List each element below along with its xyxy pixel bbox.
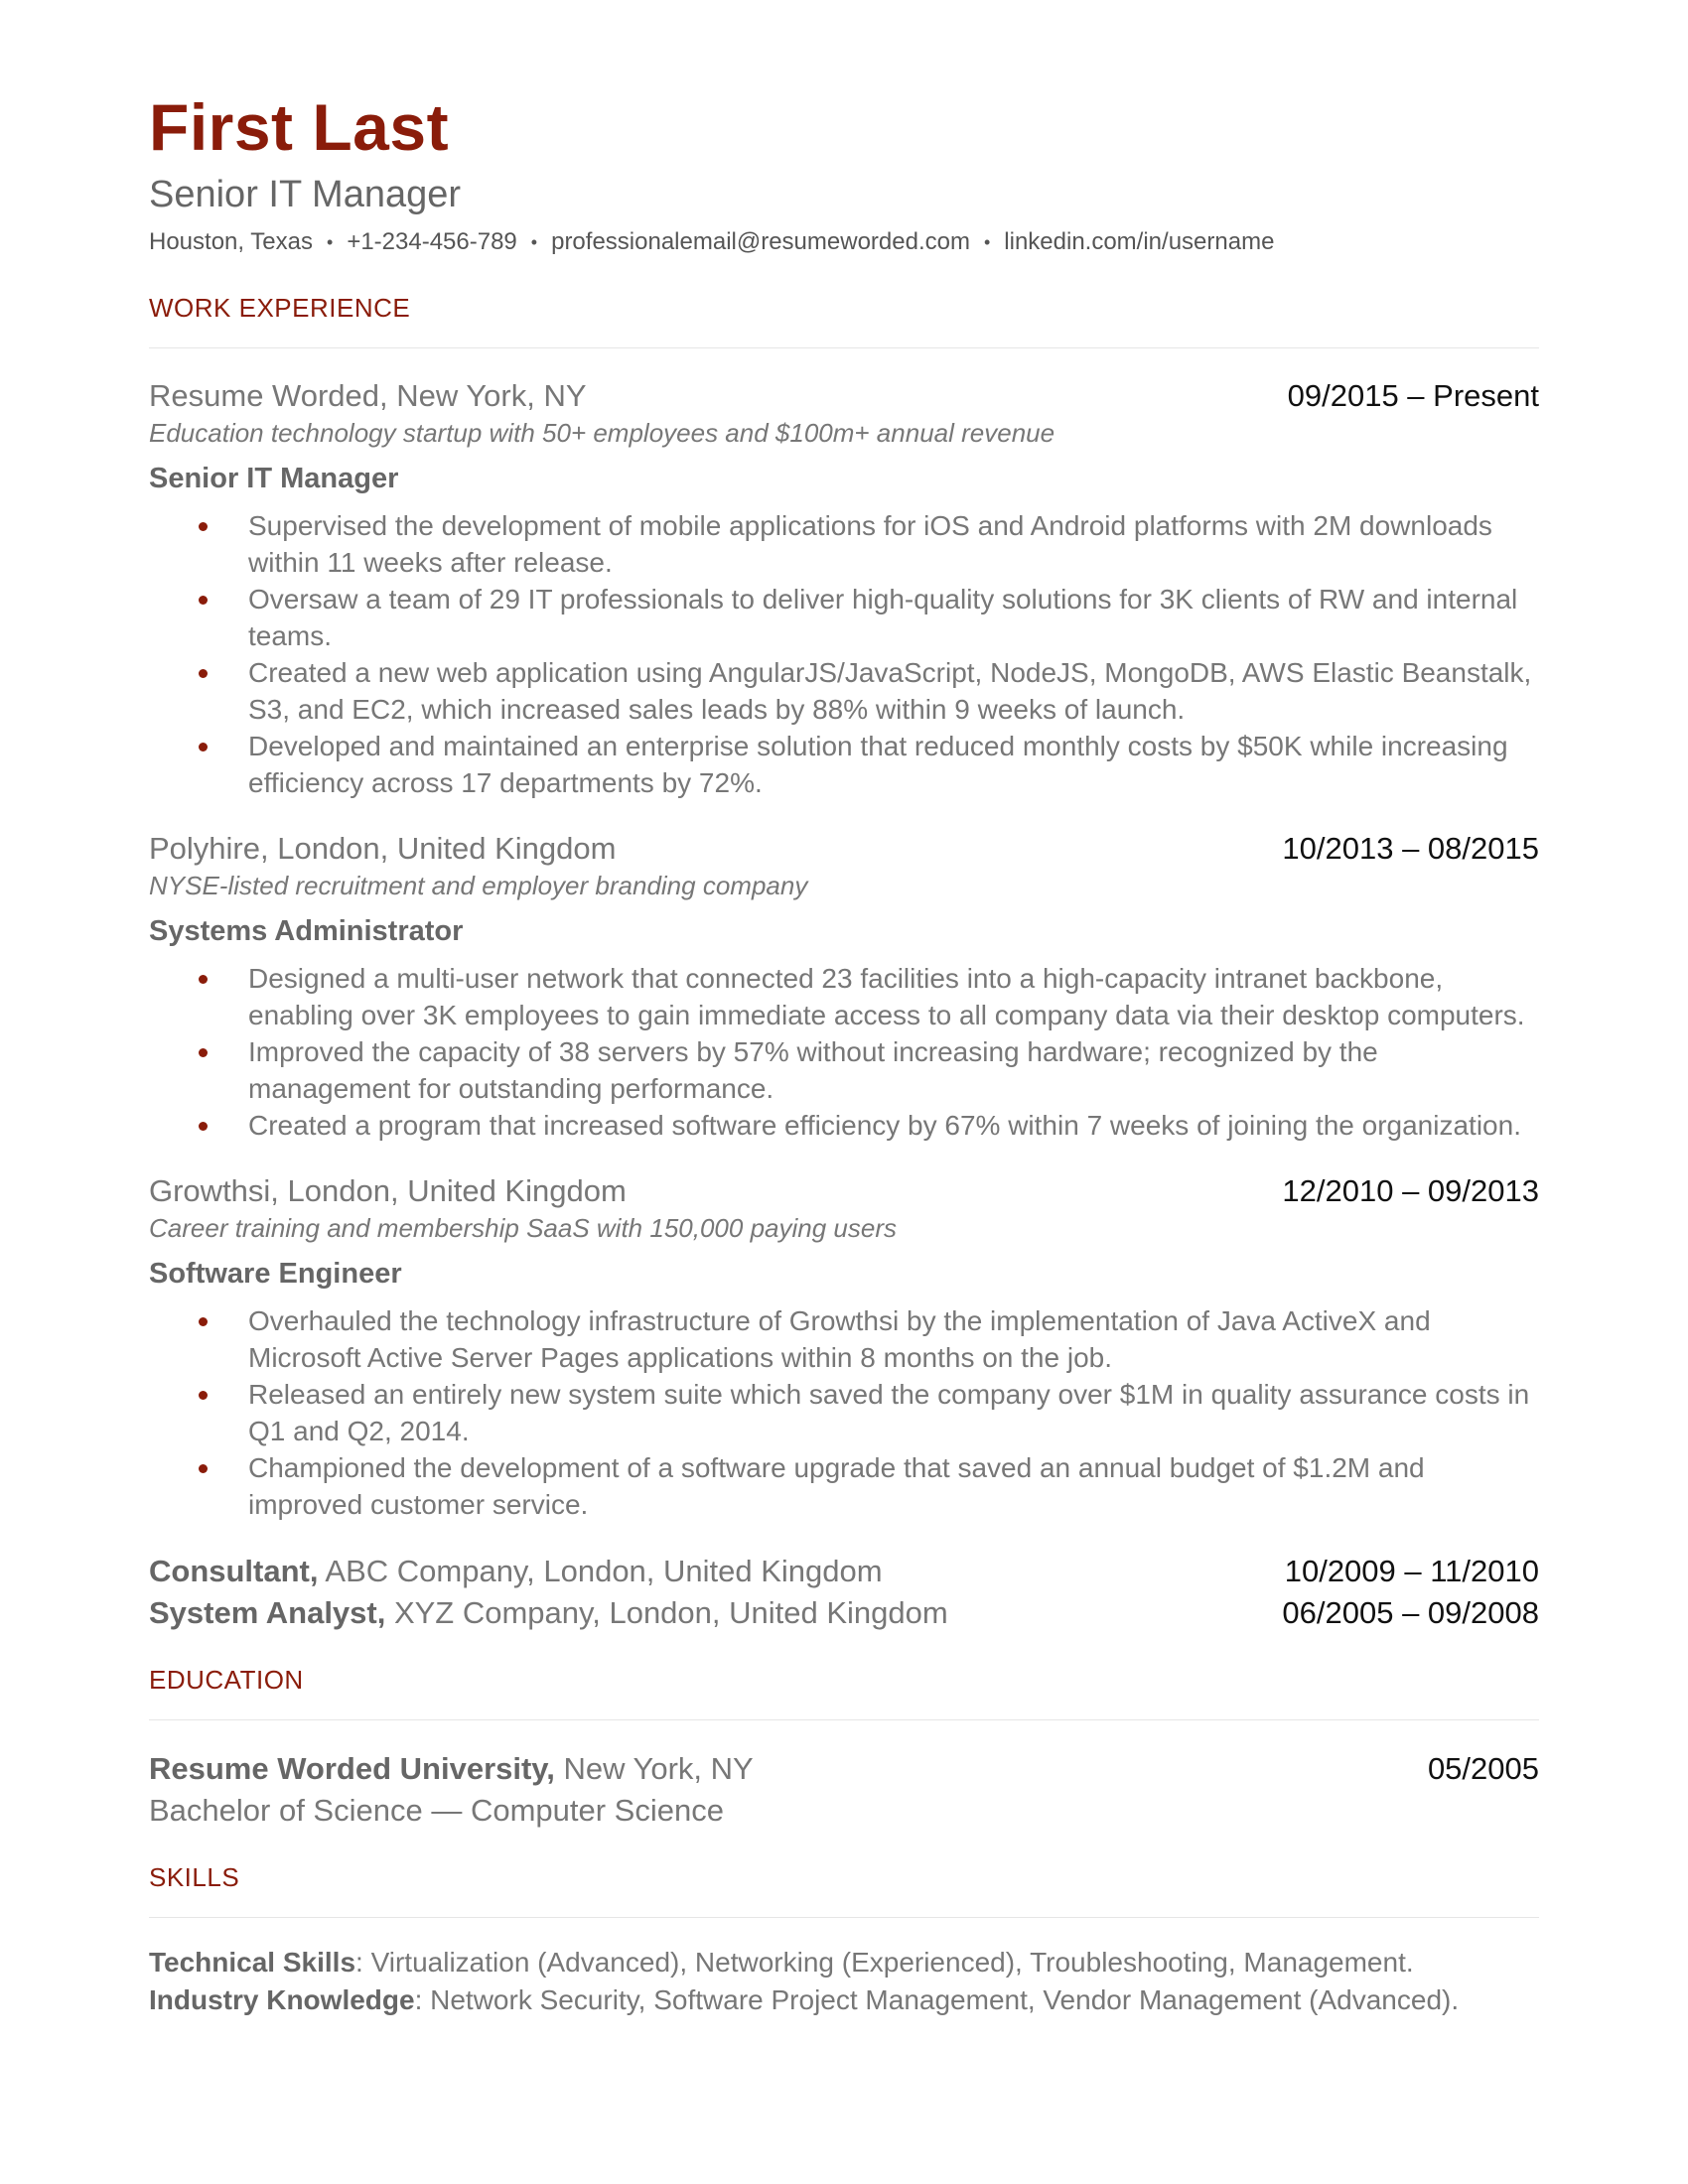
bullet-text: Overhauled the technology infrastructure of Growthsi by the implementation of Java ActiveX and Microsoft Active Server Pages applications within 8 months on the job. bbox=[248, 1305, 1431, 1373]
job-bullets bbox=[149, 960, 1539, 1144]
skill-line bbox=[149, 1981, 1539, 2019]
bullet-dot-icon bbox=[199, 1391, 208, 1400]
bullet-dot-icon bbox=[199, 975, 208, 984]
contact-location: Houston, Texas bbox=[149, 228, 313, 255]
bullet-text: Oversaw a team of 29 IT professionals to deliver high-quality solutions for 3K clients of RW and internal teams. bbox=[248, 584, 1518, 651]
short-role-entry bbox=[149, 1592, 1539, 1634]
bullet-item bbox=[248, 728, 1539, 801]
job-entry bbox=[149, 1171, 1539, 1523]
short-role-company: ABC Company, London, United Kingdom bbox=[318, 1554, 883, 1588]
bullet-dot-icon bbox=[199, 522, 208, 531]
short-role-title: System Analyst, bbox=[149, 1595, 386, 1630]
contact-line bbox=[149, 226, 1539, 258]
bullet-dot-icon bbox=[199, 669, 208, 678]
bullet-text: Created a new web application using AngularJS/JavaScript, NodeJS, MongoDB, AWS Elastic Beanstalk, S3, and EC2, which increased sales leads by 88% within 9 weeks of launch. bbox=[248, 657, 1532, 725]
bullet-text: Released an entirely new system suite which saved the company over $1M in quality assurance costs in Q1 and Q2, 2014. bbox=[248, 1379, 1530, 1446]
short-role-dates: 06/2005 – 09/2008 bbox=[1282, 1595, 1539, 1630]
bullet-dot-icon bbox=[199, 1464, 208, 1473]
job-company: Resume Worded, New York, NY bbox=[149, 378, 587, 413]
bullet-dot-icon bbox=[199, 1317, 208, 1326]
bullet-item bbox=[248, 581, 1539, 654]
bullet-item bbox=[248, 960, 1539, 1033]
job-dates: 09/2015 – Present bbox=[1287, 378, 1539, 413]
job-bullets bbox=[149, 1302, 1539, 1523]
bullet-text: Designed a multi-user network that connected 23 facilities into a high-capacity intranet backbone, enabling over 3K employees to gain immediate access to all company data via their desktop computers. bbox=[248, 963, 1525, 1030]
contact-separator: • bbox=[983, 232, 991, 252]
section-title-skills: SKILLS bbox=[149, 1861, 1539, 1918]
bullet-dot-icon bbox=[199, 1122, 208, 1131]
job-title: Systems Administrator bbox=[149, 915, 464, 947]
bullet-text: Supervised the development of mobile applications for iOS and Android platforms with 2M downloads within 11 weeks after release. bbox=[248, 510, 1492, 578]
job-entry bbox=[149, 829, 1539, 1144]
bullet-item bbox=[248, 507, 1539, 581]
job-company: Polyhire, London, United Kingdom bbox=[149, 831, 617, 866]
skill-line bbox=[149, 1944, 1539, 1981]
short-role-title: Consultant, bbox=[149, 1554, 319, 1588]
job-dates: 10/2013 – 08/2015 bbox=[1282, 831, 1539, 866]
job-dates: 12/2010 – 09/2013 bbox=[1282, 1173, 1539, 1208]
bullet-item bbox=[248, 1449, 1539, 1523]
education-location: New York, NY bbox=[554, 1751, 754, 1786]
education-degree: Bachelor of Science — Computer Science bbox=[149, 1793, 724, 1828]
skill-label: Industry Knowledge bbox=[149, 1984, 415, 2015]
job-bullets bbox=[149, 507, 1539, 801]
candidate-headline: Senior IT Manager bbox=[149, 174, 462, 215]
bullet-text: Improved the capacity of 38 servers by 57% without increasing hardware; recognized by the management for outstanding performance. bbox=[248, 1036, 1378, 1104]
short-role-entry bbox=[149, 1551, 1539, 1592]
candidate-name: First Last bbox=[149, 90, 450, 164]
bullet-text: Created a program that increased software efficiency by 67% within 7 weeks of joining the organization. bbox=[248, 1110, 1521, 1141]
job-title: Senior IT Manager bbox=[149, 463, 399, 494]
skill-label: Technical Skills bbox=[149, 1947, 356, 1978]
job-title: Software Engineer bbox=[149, 1258, 402, 1290]
job-company: Growthsi, London, United Kingdom bbox=[149, 1173, 627, 1208]
contact-separator: • bbox=[530, 232, 538, 252]
job-description: Career training and membership SaaS with 150,000 paying users bbox=[149, 1213, 897, 1243]
contact-phone: +1-234-456-789 bbox=[347, 228, 517, 255]
short-role-company: XYZ Company, London, United Kingdom bbox=[385, 1595, 948, 1630]
bullet-dot-icon bbox=[199, 596, 208, 605]
bullet-item bbox=[248, 654, 1539, 728]
contact-separator: • bbox=[327, 232, 334, 252]
skill-text: : Virtualization (Advanced), Networking (Experienced), Troubleshooting, Management. bbox=[355, 1947, 1414, 1978]
job-description: Education technology startup with 50+ employees and $100m+ annual revenue bbox=[149, 418, 1055, 448]
bullet-dot-icon bbox=[199, 1048, 208, 1057]
skill-text: : Network Security, Software Project Management, Vendor Management (Advanced). bbox=[414, 1984, 1460, 2015]
short-role-dates: 10/2009 – 11/2010 bbox=[1284, 1554, 1539, 1588]
section-title-education: EDUCATION bbox=[149, 1664, 1539, 1720]
education-date: 05/2005 bbox=[1427, 1751, 1539, 1786]
job-description: NYSE-listed recruitment and employer branding company bbox=[149, 871, 808, 900]
education-school: Resume Worded University, bbox=[149, 1751, 555, 1786]
bullet-text: Championed the development of a software upgrade that saved an annual budget of $1.2M and improved customer service. bbox=[248, 1452, 1425, 1520]
bullet-item bbox=[248, 1107, 1539, 1144]
bullet-item bbox=[248, 1302, 1539, 1376]
bullet-text: Developed and maintained an enterprise solution that reduced monthly costs by $50K while increasing efficiency across 17 departments by 72%. bbox=[248, 731, 1508, 798]
section-title-work: WORK EXPERIENCE bbox=[149, 292, 1539, 348]
short-roles bbox=[149, 1551, 1539, 1634]
bullet-item bbox=[248, 1376, 1539, 1449]
contact-email[interactable]: professionalemail@resumeworded.com bbox=[551, 228, 970, 255]
bullet-item bbox=[248, 1033, 1539, 1107]
skills-list bbox=[149, 1944, 1539, 2019]
bullet-dot-icon bbox=[199, 743, 208, 751]
contact-linkedin[interactable]: linkedin.com/in/username bbox=[1004, 228, 1275, 255]
job-entry bbox=[149, 376, 1539, 801]
education-entry bbox=[149, 1748, 1539, 1832]
